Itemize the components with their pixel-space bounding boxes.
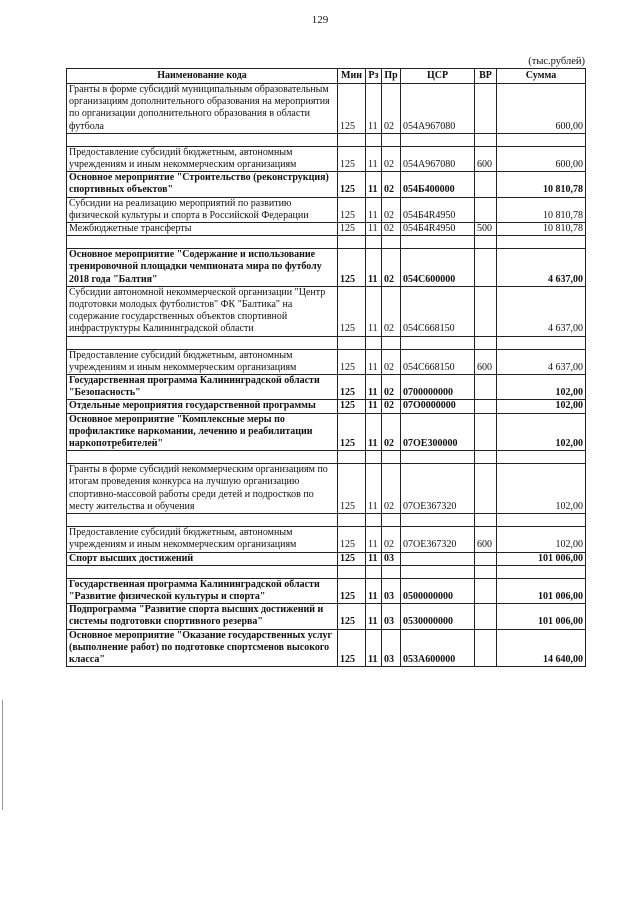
table-row [67,249,586,287]
row-min: 125 [338,375,366,400]
header-csr: ЦСР [401,69,475,84]
spacer-cell [401,336,475,349]
row-pr: 03 [382,604,401,629]
row-pr: 02 [382,172,401,197]
row-vr [475,249,497,287]
row-sum: 102,00 [497,464,586,514]
spacer-cell [401,236,475,249]
row-rz: 11 [366,349,382,374]
header-pr: Пр [382,69,401,84]
row-sum: 101 006,00 [497,604,586,629]
row-pr: 02 [382,413,401,451]
row-sum: 14 640,00 [497,629,586,667]
row-vr [475,197,497,222]
row-name: Государственная программа Калининградской области "Безопасность" [67,375,338,400]
row-min: 125 [338,146,366,171]
table-header-row [67,69,586,84]
row-name: Гранты в форме субсидий муниципальным образовательным организациям дополнительного образования на мероприятия по организации дополнительного образования в области футбола [67,84,338,134]
row-name: Основное мероприятие "Оказание государственных услуг (выполнение работ) по подготовке спортсменов высокого класса" [67,629,338,667]
row-sum: 10 810,78 [497,223,586,236]
table-row [67,400,586,413]
spacer-cell [338,236,366,249]
row-name: Спорт высших достижений [67,552,338,565]
row-rz: 11 [366,527,382,552]
spacer-cell [497,236,586,249]
row-pr: 02 [382,400,401,413]
row-pr: 02 [382,249,401,287]
row-spacer [67,133,586,146]
spacer-cell [338,133,366,146]
row-vr [475,172,497,197]
row-vr [475,375,497,400]
row-vr [475,413,497,451]
spacer-cell [497,565,586,578]
row-csr: 054А967080 [401,146,475,171]
row-pr: 02 [382,527,401,552]
row-min: 125 [338,349,366,374]
table-row [67,172,586,197]
row-rz: 11 [366,578,382,603]
row-min: 125 [338,400,366,413]
row-vr [475,629,497,667]
row-name: Субсидии на реализацию мероприятий по развитию физической культуры и спорта в Российской Федерации [67,197,338,222]
spacer-cell [475,451,497,464]
row-rz: 11 [366,84,382,134]
row-vr [475,400,497,413]
header-min: Мин [338,69,366,84]
row-spacer [67,451,586,464]
spacer-cell [475,133,497,146]
table-row [67,146,586,171]
spacer-cell [497,514,586,527]
row-rz: 11 [366,400,382,413]
row-name: Предоставление субсидий бюджетным, автономным учреждениям и иным некоммерческим организациям [67,527,338,552]
budget-table [66,68,586,667]
row-rz: 11 [366,223,382,236]
row-min: 125 [338,578,366,603]
row-sum: 102,00 [497,375,586,400]
row-csr: 07ОЕ367320 [401,464,475,514]
row-pr: 03 [382,552,401,565]
row-pr: 03 [382,629,401,667]
table-row [67,552,586,565]
spacer-cell [475,236,497,249]
row-csr: 054С668150 [401,349,475,374]
spacer-cell [475,336,497,349]
spacer-cell [366,236,382,249]
row-name: Субсидии автономной некоммерческой организации "Центр подготовки молодых футболистов" ФК "Балтика" на содержание государственных объектов спортивной инфраструктуры Калининградской области [67,286,338,336]
row-rz: 11 [366,375,382,400]
row-pr: 03 [382,578,401,603]
row-name: Подпрограмма "Развитие спорта высших достижений и системы подготовки спортивного резерва" [67,604,338,629]
table-row [67,197,586,222]
spacer-cell [366,451,382,464]
row-min: 125 [338,413,366,451]
spacer-cell [475,514,497,527]
spacer-cell [366,336,382,349]
row-name: Основное мероприятие "Строительство (реконструкция) спортивных объектов" [67,172,338,197]
row-csr: 07ОЕ367320 [401,527,475,552]
row-rz: 11 [366,413,382,451]
row-spacer [67,565,586,578]
row-vr [475,604,497,629]
spacer-cell [338,451,366,464]
row-pr: 02 [382,197,401,222]
spacer-cell [382,565,401,578]
row-csr: 0500000000 [401,578,475,603]
table-row [67,413,586,451]
row-pr: 02 [382,286,401,336]
row-min: 125 [338,464,366,514]
row-min: 125 [338,84,366,134]
spacer-cell [401,451,475,464]
row-name: Отдельные мероприятия государственной программы [67,400,338,413]
table-row [67,223,586,236]
table-row [67,629,586,667]
row-spacer [67,236,586,249]
row-sum: 102,00 [497,527,586,552]
units-label: (тыс.рублей) [528,56,585,67]
row-csr: 054Б400000 [401,172,475,197]
row-pr: 02 [382,375,401,400]
table-row [67,464,586,514]
header-rz: Рз [366,69,382,84]
row-sum: 4 637,00 [497,286,586,336]
spacer-cell [497,336,586,349]
row-name: Предоставление субсидий бюджетным, автономным учреждениям и иным некоммерческим организациям [67,146,338,171]
row-pr: 02 [382,349,401,374]
row-rz: 11 [366,286,382,336]
row-min: 125 [338,286,366,336]
row-spacer [67,336,586,349]
row-csr: 053А600000 [401,629,475,667]
row-pr: 02 [382,146,401,171]
row-sum: 102,00 [497,413,586,451]
row-sum: 600,00 [497,84,586,134]
row-name: Гранты в форме субсидий некоммерческим организациям по итогам проведения конкурса на лучшую организацию спортивно-массовой работы среди детей и подростков по месту жительства и обучения [67,464,338,514]
spacer-cell [497,133,586,146]
spacer-cell [382,514,401,527]
page-number: 129 [311,14,329,26]
row-min: 125 [338,172,366,197]
spacer-cell [67,133,338,146]
row-vr [475,578,497,603]
row-csr: 054Б4R4950 [401,197,475,222]
row-min: 125 [338,604,366,629]
row-spacer [67,514,586,527]
row-csr: 07О0000000 [401,400,475,413]
table-row [67,84,586,134]
spacer-cell [67,451,338,464]
table-row [67,349,586,374]
row-csr [401,552,475,565]
spacer-cell [366,565,382,578]
row-min: 125 [338,223,366,236]
row-rz: 11 [366,172,382,197]
spacer-cell [382,336,401,349]
spacer-cell [67,514,338,527]
spacer-cell [366,514,382,527]
row-vr [475,552,497,565]
row-sum: 600,00 [497,146,586,171]
spacer-cell [67,565,338,578]
spacer-cell [338,514,366,527]
table-row [67,286,586,336]
row-name: Предоставление субсидий бюджетным, автономным учреждениям и иным некоммерческим организациям [67,349,338,374]
header-sum: Сумма [497,69,586,84]
spacer-cell [382,236,401,249]
row-csr: 054Б4R4950 [401,223,475,236]
row-sum: 10 810,78 [497,172,586,197]
row-sum: 4 637,00 [497,349,586,374]
row-csr: 07ОЕ300000 [401,413,475,451]
row-min: 125 [338,527,366,552]
spacer-cell [338,565,366,578]
spacer-cell [475,565,497,578]
spacer-cell [382,133,401,146]
row-name: Основное мероприятие "Комплексные меры по профилактике наркомании, лечению и реабилитации наркопотребителей" [67,413,338,451]
row-min: 125 [338,629,366,667]
table-row [67,375,586,400]
header-vr: ВР [475,69,497,84]
row-rz: 11 [366,464,382,514]
row-sum: 10 810,78 [497,197,586,222]
row-min: 125 [338,249,366,287]
row-rz: 11 [366,629,382,667]
row-sum: 101 006,00 [497,578,586,603]
row-rz: 11 [366,146,382,171]
row-pr: 02 [382,223,401,236]
row-name: Государственная программа Калининградской области "Развитие физической культуры и спорта" [67,578,338,603]
row-vr [475,286,497,336]
row-vr: 600 [475,349,497,374]
row-csr: 0700000000 [401,375,475,400]
row-vr: 600 [475,146,497,171]
row-name: Межбюджетные трансферты [67,223,338,236]
row-pr: 02 [382,84,401,134]
spacer-cell [338,336,366,349]
row-csr: 054С600000 [401,249,475,287]
spacer-cell [366,133,382,146]
spacer-cell [401,565,475,578]
table-row [67,578,586,603]
row-vr [475,84,497,134]
spacer-cell [401,514,475,527]
row-rz: 11 [366,604,382,629]
spacer-cell [67,236,338,249]
row-vr: 600 [475,527,497,552]
spacer-cell [497,451,586,464]
row-vr: 500 [475,223,497,236]
row-csr: 0530000000 [401,604,475,629]
row-csr: 054А967080 [401,84,475,134]
row-sum: 101 006,00 [497,552,586,565]
header-name: Наименование кода [67,69,338,84]
spacer-cell [401,133,475,146]
spacer-cell [67,336,338,349]
table-row [67,527,586,552]
row-sum: 4 637,00 [497,249,586,287]
spacer-cell [382,451,401,464]
row-min: 125 [338,197,366,222]
table-row [67,604,586,629]
row-pr: 02 [382,464,401,514]
row-rz: 11 [366,197,382,222]
row-rz: 11 [366,249,382,287]
row-name: Основное мероприятие "Содержание и использование тренировочной площадки чемпионата мира по футболу 2018 года "Балтия" [67,249,338,287]
scan-edge-mark [2,700,3,810]
row-csr: 054С668150 [401,286,475,336]
row-min: 125 [338,552,366,565]
row-rz: 11 [366,552,382,565]
row-sum: 102,00 [497,400,586,413]
row-vr [475,464,497,514]
